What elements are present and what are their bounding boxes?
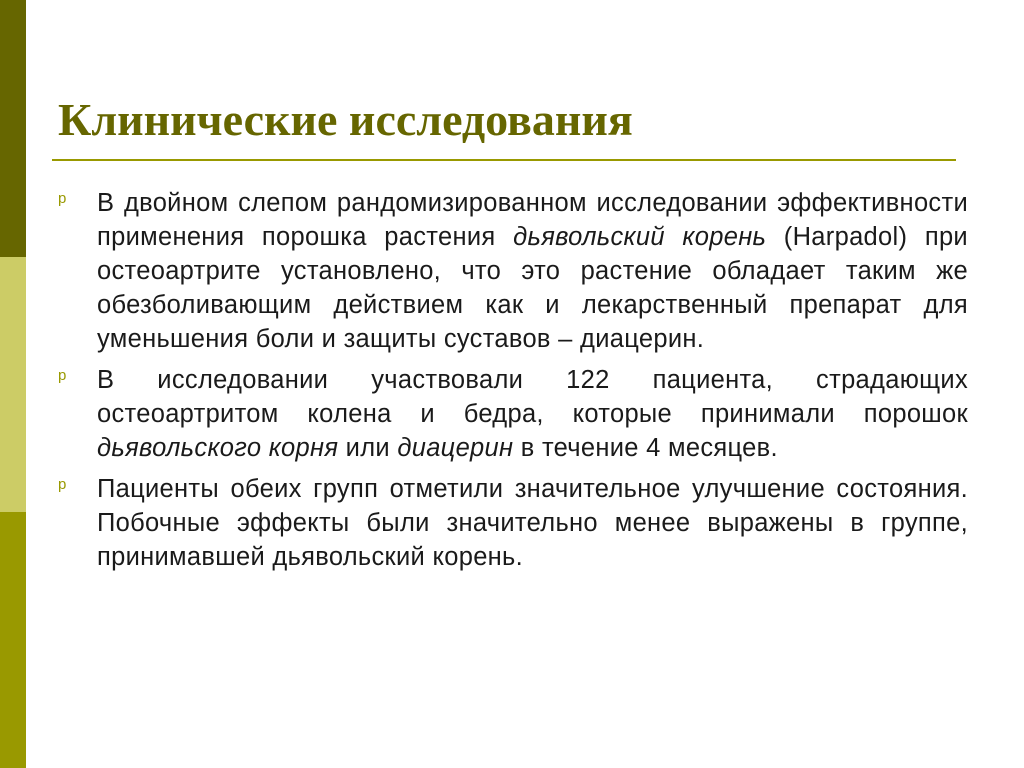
text-run-italic: диацерин bbox=[397, 434, 514, 462]
text-run: Пациенты обеих групп отметили значительное улучшение состояния. Побочные эффекты были значительно менее выражены в группе, принимавшей дьявольский корень. bbox=[97, 475, 968, 571]
bullet-marker-icon: p bbox=[58, 367, 67, 384]
bullet-item bbox=[50, 186, 968, 356]
bullet-text bbox=[97, 472, 968, 574]
sidebar-band-light bbox=[0, 257, 26, 512]
title-underline bbox=[52, 159, 956, 161]
bullet-text bbox=[97, 363, 968, 465]
bullet-marker-icon: p bbox=[58, 190, 67, 207]
bullet-item bbox=[50, 472, 968, 574]
sidebar-band-mid bbox=[0, 512, 26, 768]
bullet-marker-icon: p bbox=[58, 476, 67, 493]
text-run: В исследовании участвовали 122 пациента, страдающих остеоартритом колена и бедра, которые принимали порошок bbox=[97, 366, 968, 428]
bullet-list bbox=[50, 186, 968, 581]
bullet-item bbox=[50, 363, 968, 465]
bullet-text bbox=[97, 186, 968, 356]
text-run-italic: дьявольский корень bbox=[513, 223, 767, 251]
sidebar-band-dark bbox=[0, 0, 26, 257]
text-run: В двойном слепом рандомизированном исследовании эффективности применения порошка растения bbox=[97, 189, 968, 251]
text-run: или bbox=[338, 434, 398, 462]
text-run: в течение 4 месяцев. bbox=[513, 434, 778, 462]
text-run: (Harpadol) при остеоартрите установлено, что это растение обладает таким же обезболивающим действием как и лекарственный препарат для уменьшения боли и защиты суставов – диацерин. bbox=[97, 223, 968, 353]
text-run-italic: дьявольского корня bbox=[97, 434, 339, 462]
slide-title: Клинические исследования bbox=[58, 94, 633, 145]
